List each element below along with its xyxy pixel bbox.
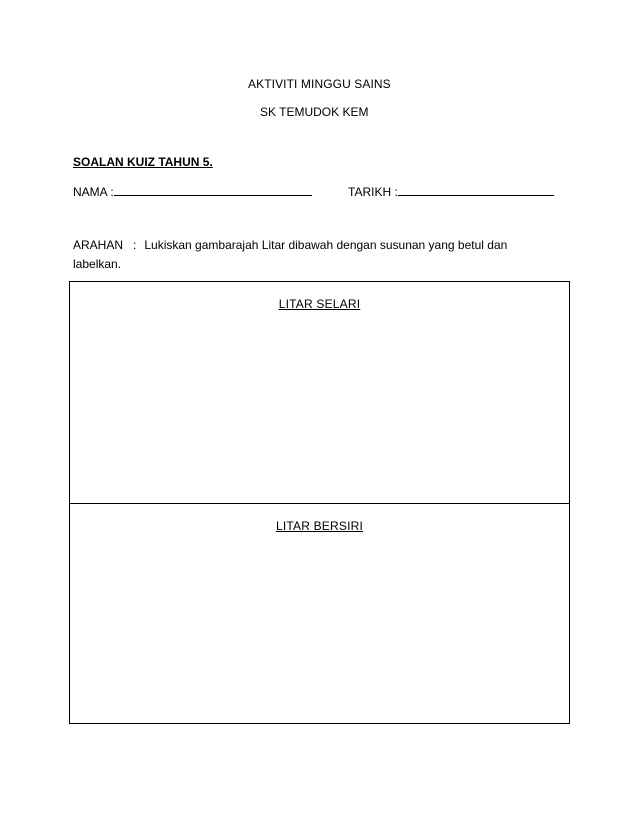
section-title-selari: LITAR SELARI <box>278 297 361 311</box>
drawing-area-selari[interactable] <box>74 320 565 499</box>
instruction <box>73 236 543 274</box>
drawing-area-bersiri[interactable] <box>74 542 565 719</box>
section-title-bersiri: LITAR BERSIRI <box>275 519 364 533</box>
activity-title: AKTIVITI MINGGU SAINS <box>248 77 391 91</box>
tarikh-field[interactable] <box>398 184 554 196</box>
quiz-title: SOALAN KUIZ TAHUN 5. <box>73 155 213 169</box>
tarikh-label: TARIKH : <box>348 185 398 199</box>
section-litar-bersiri <box>70 504 569 723</box>
instruction-text: Lukiskan gambarajah Litar dibawah dengan susunan yang betul dan labelkan. <box>73 238 508 271</box>
tarikh-field-row <box>348 184 554 199</box>
nama-field-row <box>73 184 312 199</box>
nama-field[interactable] <box>114 184 312 196</box>
school-name: SK TEMUDOK KEM <box>260 105 369 119</box>
instruction-label: ARAHAN <box>73 238 124 252</box>
instruction-colon: : <box>133 238 137 252</box>
nama-label: NAMA : <box>73 185 114 199</box>
answer-table <box>69 281 570 724</box>
section-litar-selari <box>70 282 569 504</box>
